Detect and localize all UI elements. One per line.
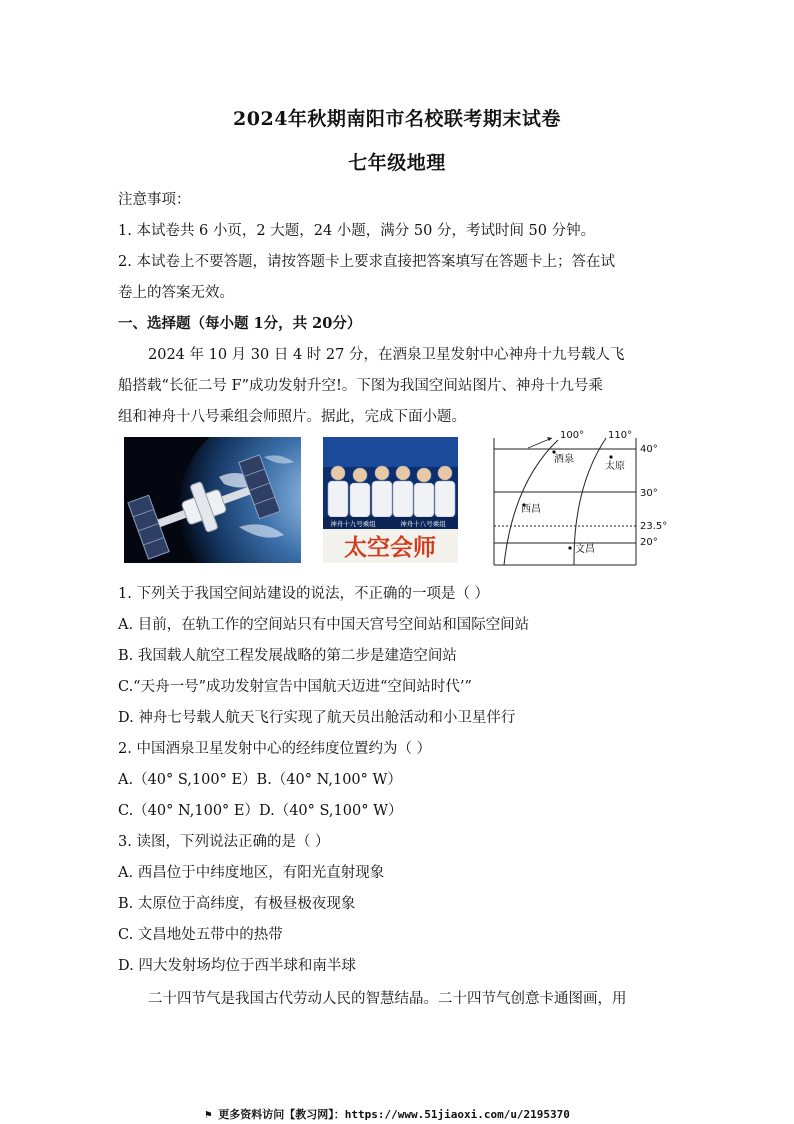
footer-link[interactable]	[205, 1106, 570, 1122]
question-2-options-ab: A.（40° S,100° E）B.（40° N,100° W）	[118, 772, 402, 788]
lat-label-40: 40°	[640, 444, 658, 455]
question-1-option-b: B. 我国载人航空工程发展战略的第二步是建造空间站	[118, 648, 457, 664]
notice-item-1: 1. 本试卷共 6 小页，2 大题，24 小题，满分 50 分，考试时间 50 分钟。	[118, 223, 596, 239]
question-1-stem: 1. 下列关于我国空间站建设的说法，不正确的一项是（ ）	[118, 586, 490, 602]
launch-site-map	[488, 428, 668, 568]
lat-label-30: 30°	[640, 488, 658, 499]
section-heading: 一、选择题（每小题 1分，共 20分）	[118, 315, 362, 332]
question-3-option-b: B. 太原位于高纬度，有极昼极夜现象	[118, 896, 356, 912]
exam-title: 2024年秋期南阳市名校联考期末试卷	[233, 108, 561, 130]
lat-label-20: 20°	[640, 537, 658, 548]
intro-line-1: 2024 年 10 月 30 日 4 时 27 分，在酒泉卫星发射中心神舟十九号载人飞	[148, 347, 625, 363]
question-3-stem: 3. 读图，下列说法正确的是（ ）	[118, 834, 330, 850]
next-passage: 二十四节气是我国古代劳动人民的智慧结晶。二十四节气创意卡通图画，用	[148, 991, 627, 1007]
city-label-xichang: 西昌	[521, 504, 541, 515]
intro-line-3: 组和神舟十八号乘组会师照片。据此，完成下面小题。	[118, 409, 466, 425]
question-3-option-d: D. 四大发射场均位于西半球和南半球	[118, 958, 356, 974]
astronauts-photo	[323, 437, 458, 563]
notice-item-2-line-1: 2. 本试卷上不要答题，请按答题卡上要求直接把答案填写在答题卡上；答在试	[118, 254, 615, 270]
photo-banner: 太空会师	[344, 535, 436, 561]
city-dot-taiyuan	[609, 455, 612, 458]
notice-item-2-line-2: 卷上的答案无效。	[118, 285, 234, 301]
question-2-stem: 2. 中国酒泉卫星发射中心的经纬度位置约为（ ）	[118, 741, 432, 757]
notice-heading: 注意事项：	[118, 192, 191, 208]
footer-text: 更多资料访问【教习网】：https://www.51jiaoxi.com/u/2195370	[218, 1108, 570, 1121]
question-3-option-c: C. 文昌地处五带中的热带	[118, 927, 283, 943]
photo-caption-right: 神舟十八号乘组	[400, 520, 446, 528]
lon-label-110: 110°	[608, 430, 633, 441]
flag-icon: ⚑	[205, 1108, 212, 1121]
lat-label-23-5: 23.5°	[640, 521, 668, 532]
lon-label-100: 100°	[560, 430, 585, 441]
question-1-option-c: C.“天舟一号”成功发射宣告中国航天迈进“空间站时代’”	[118, 679, 472, 695]
city-label-taiyuan: 太原	[605, 461, 625, 472]
question-2-options-cd: C.（40° N,100° E）D.（40° S,100° W）	[118, 803, 403, 819]
intro-line-2: 船搭载“长征二号 F”成功发射升空!。下图为我国空间站图片、神舟十九号乘	[118, 378, 603, 394]
city-label-jiuquan: 酒泉	[554, 454, 574, 465]
question-1-option-a: A. 目前，在轨工作的空间站只有中国天宫号空间站和国际空间站	[118, 617, 530, 633]
question-3-option-a: A. 西昌位于中纬度地区，有阳光直射现象	[118, 865, 385, 881]
exam-subtitle: 七年级地理	[348, 152, 446, 174]
longitude-line-100	[504, 440, 558, 565]
photo-caption-left: 神舟十九号乘组	[330, 520, 376, 528]
city-dot-wenchang	[568, 546, 571, 549]
question-1-option-d: D. 神舟七号载人航天飞行实现了航天员出舱活动和小卫星伴行	[118, 710, 516, 726]
city-label-wenchang: 文昌	[575, 544, 595, 555]
space-station-image	[124, 437, 301, 563]
